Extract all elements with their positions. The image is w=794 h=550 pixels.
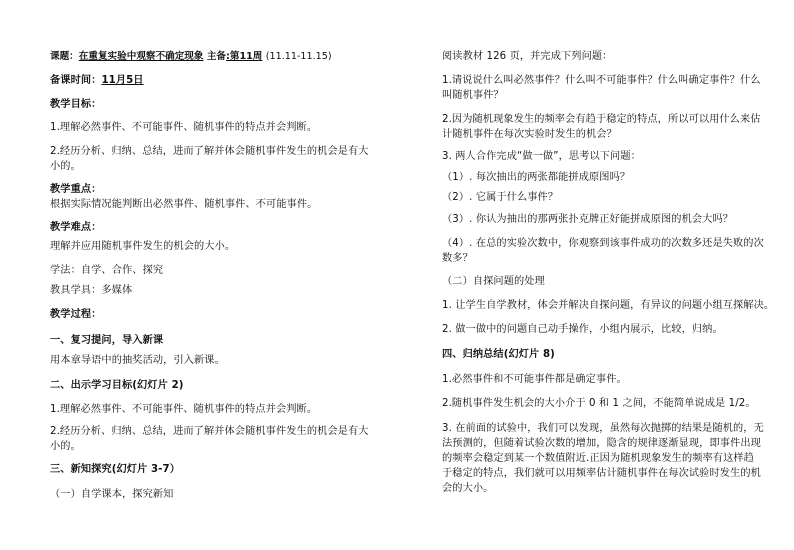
question-2-line-2: 计随机事件在每次实验时发生的机会？	[442, 129, 617, 140]
summary-2: 2.随机事件发生机会的大小介于 0 和 1 之间，不能简单说成是 1/2。	[442, 398, 756, 409]
goal-2-line-2: 小的。	[50, 441, 81, 452]
goal-1: 1.理解必然事件、不可能事件、随机事件的特点并会判断。	[50, 404, 318, 415]
lesson-title-line	[50, 50, 332, 63]
question-3-sub-4-line-2: 数多？	[442, 253, 473, 264]
lecture-time-line	[50, 74, 144, 87]
lesson-topic: 在重复实验中观察不确定现象	[78, 51, 204, 62]
section-2-heading: 二、出示学习目标(幻灯片 2)	[50, 380, 184, 391]
lesson-speaker-label: 主备	[206, 51, 227, 62]
process-heading: 教学过程：	[50, 309, 102, 320]
summary-3-line-1: 3. 在前面的试验中，我们可以发现，虽然每次抛掷的结果是随机的，无	[442, 423, 764, 434]
subsection-1-heading: （一）自学课本，探究新知	[50, 489, 174, 500]
section-3-heading: 三、新知探究(幻灯片 3-7）	[50, 464, 180, 475]
subsection-2-heading: （二）自探问题的处理	[442, 276, 545, 287]
objective-2-line-2: 小的。	[50, 161, 81, 172]
objective-2-line-1: 2.经历分析、归纳、总结，进而了解并体会随机事件发生的机会是有大	[50, 146, 369, 157]
section-4-heading: 四、归纳总结(幻灯片 8)	[442, 349, 555, 360]
lesson-dates: (11.11-11.15)	[265, 51, 332, 62]
objectives-heading: 教学目标：	[50, 99, 102, 110]
question-3-sub-3: （3）. 你认为抽出的那两张扑克牌正好能拼成原图的机会大吗？	[442, 214, 734, 225]
question-3-sub-4-line-1: （4）. 在总的实验次数中，你观察到该事件成功的次数多还是失败的次	[442, 238, 764, 249]
summary-3-line-2: 法预测的，但随着试验次数的增加，隐含的规律逐渐显现，即事件出现	[442, 438, 761, 449]
lecture-time-label: 备课时间：	[50, 75, 102, 86]
question-1-line-1: 1.请说说什么叫必然事件？什么叫不可能事件？什么叫确定事件？什么	[442, 75, 761, 86]
difficulties-heading: 教学难点：	[50, 222, 102, 233]
key-points-text: 根据实际情况能判断出必然事件、随机事件、不可能事件。	[50, 199, 318, 210]
summary-1: 1.必然事件和不可能事件都是确定事件。	[442, 374, 627, 385]
learning-method: 学法：自学、合作、探究	[50, 265, 164, 276]
objective-1: 1.理解必然事件、不可能事件、随机事件的特点并会判断。	[50, 122, 318, 133]
summary-3-line-4: 于稳定的特点，我们就可以用频率估计随机事件在每次试验时发生的机	[442, 468, 761, 479]
key-points-heading: 教学重点：	[50, 184, 102, 195]
summary-3-line-5: 会的大小。	[442, 483, 494, 494]
lesson-week: :第11周	[226, 51, 263, 62]
question-2-line-1: 2.因为随机现象发生的频率会有趋于稳定的特点，所以可以用什么来估	[442, 114, 761, 125]
handling-1: 1. 让学生自学教材，体会并解决自探问题，有异议的问题小组互探解决。	[442, 300, 775, 311]
reading-intro: 阅读教材 126 页，并完成下列问题：	[442, 51, 613, 62]
handling-2: 2. 做一做中的问题自己动手操作，小组内展示，比较，归纳。	[442, 324, 723, 335]
question-3: 3. 两人合作完成“做一做”，思考以下问题：	[442, 151, 641, 162]
summary-3-line-3: 的频率会稳定到某一个数值附近.正因为随机现象发生的频率有这样趋	[442, 453, 754, 464]
section-1-heading: 一、复习提问，导入新课	[50, 335, 164, 346]
goal-2-line-1: 2.经历分析、归纳、总结，进而了解并体会随机事件发生的机会是有大	[50, 426, 369, 437]
difficulties-text: 理解并应用随机事件发生的机会的大小。	[50, 241, 236, 252]
lesson-title-label: 课题：	[50, 51, 79, 62]
question-3-sub-1: （1）. 每次抽出的两张都能拼成原图吗？	[442, 172, 631, 183]
question-3-sub-2: （2）. 它属于什么事件？	[442, 192, 559, 203]
question-1-line-2: 叫随机事件？	[442, 90, 504, 101]
section-1-text: 用本章导语中的抽奖活动，引入新课。	[50, 355, 225, 366]
lecture-time-date: 11月5日	[101, 75, 144, 86]
teaching-tools: 教具学具：多媒体	[50, 285, 133, 296]
